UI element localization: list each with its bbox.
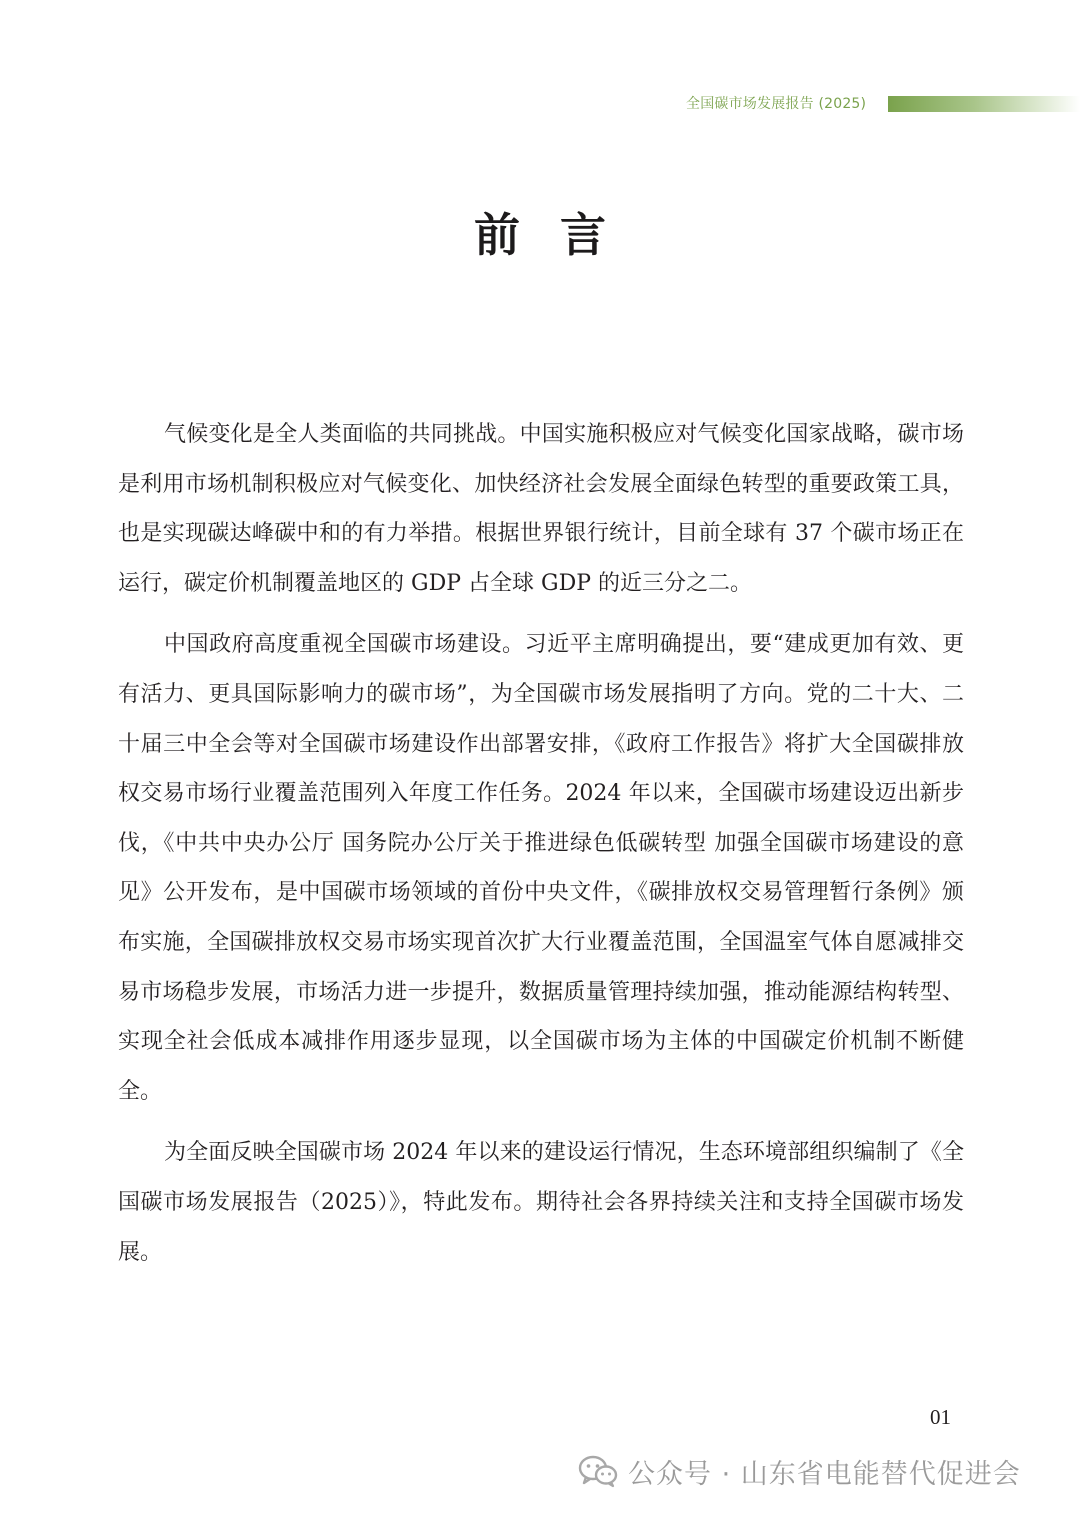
header-accent-stripe bbox=[888, 96, 1080, 112]
paragraph-2: 中国政府高度重视全国碳市场建设。习近平主席明确提出，要“建成更加有效、更有活力、更具国际影响力的碳市场”，为全国碳市场发展指明了方向。党的二十大、二十届三中全会等对全国碳市场建设作出部署安排，《政府工作报告》将扩大全国碳排放权交易市场行业覆盖范围列入年度工作任务。2024 年以来，全国碳市场建设迈出新步伐，《中共中央办公厅 国务院办公厅关于推进绿色低碳转型 加强全国碳市场建设的意见》公开发布，是中国碳市场领域的首份中央文件，《碳排放权交易管理暂行条例》颁布实施，全国碳排放权交易市场实现首次扩大行业覆盖范围，全国温室气体自愿减排交易市场稳步发展，市场活力进一步提升，数据质量管理持续加强，推动能源结构转型、实现全社会低成本减排作用逐步显现，以全国碳市场为主体的中国碳定价机制不断健全。 bbox=[118, 632, 964, 1104]
wechat-watermark bbox=[578, 1451, 1021, 1491]
page-title: 前言 bbox=[474, 208, 646, 262]
paragraph-3: 为全面反映全国碳市场 2024 年以来的建设运行情况，生态环境部组织编制了《全国碳市场发展报告（2025）》，特此发布。期待社会各界持续关注和支持全国碳市场发展。 bbox=[118, 1140, 964, 1265]
paragraph-1: 气候变化是全人类面临的共同挑战。中国实施积极应对气候变化国家战略，碳市场是利用市场机制积极应对气候变化、加快经济社会发展全面绿色转型的重要政策工具，也是实现碳达峰碳中和的有力举措。根据世界银行统计，目前全球有 37 个碳市场正在运行，碳定价机制覆盖地区的 GDP 占全球 GDP 的近三分之二。 bbox=[118, 422, 964, 596]
page-number: 01 bbox=[930, 1405, 951, 1429]
wechat-icon bbox=[578, 1454, 618, 1488]
watermark-text: 公众号 · 山东省电能替代促进会 bbox=[628, 1458, 1021, 1490]
running-header-title: 全国碳市场发展报告 (2025) bbox=[686, 96, 867, 112]
preface-body bbox=[118, 410, 964, 1277]
